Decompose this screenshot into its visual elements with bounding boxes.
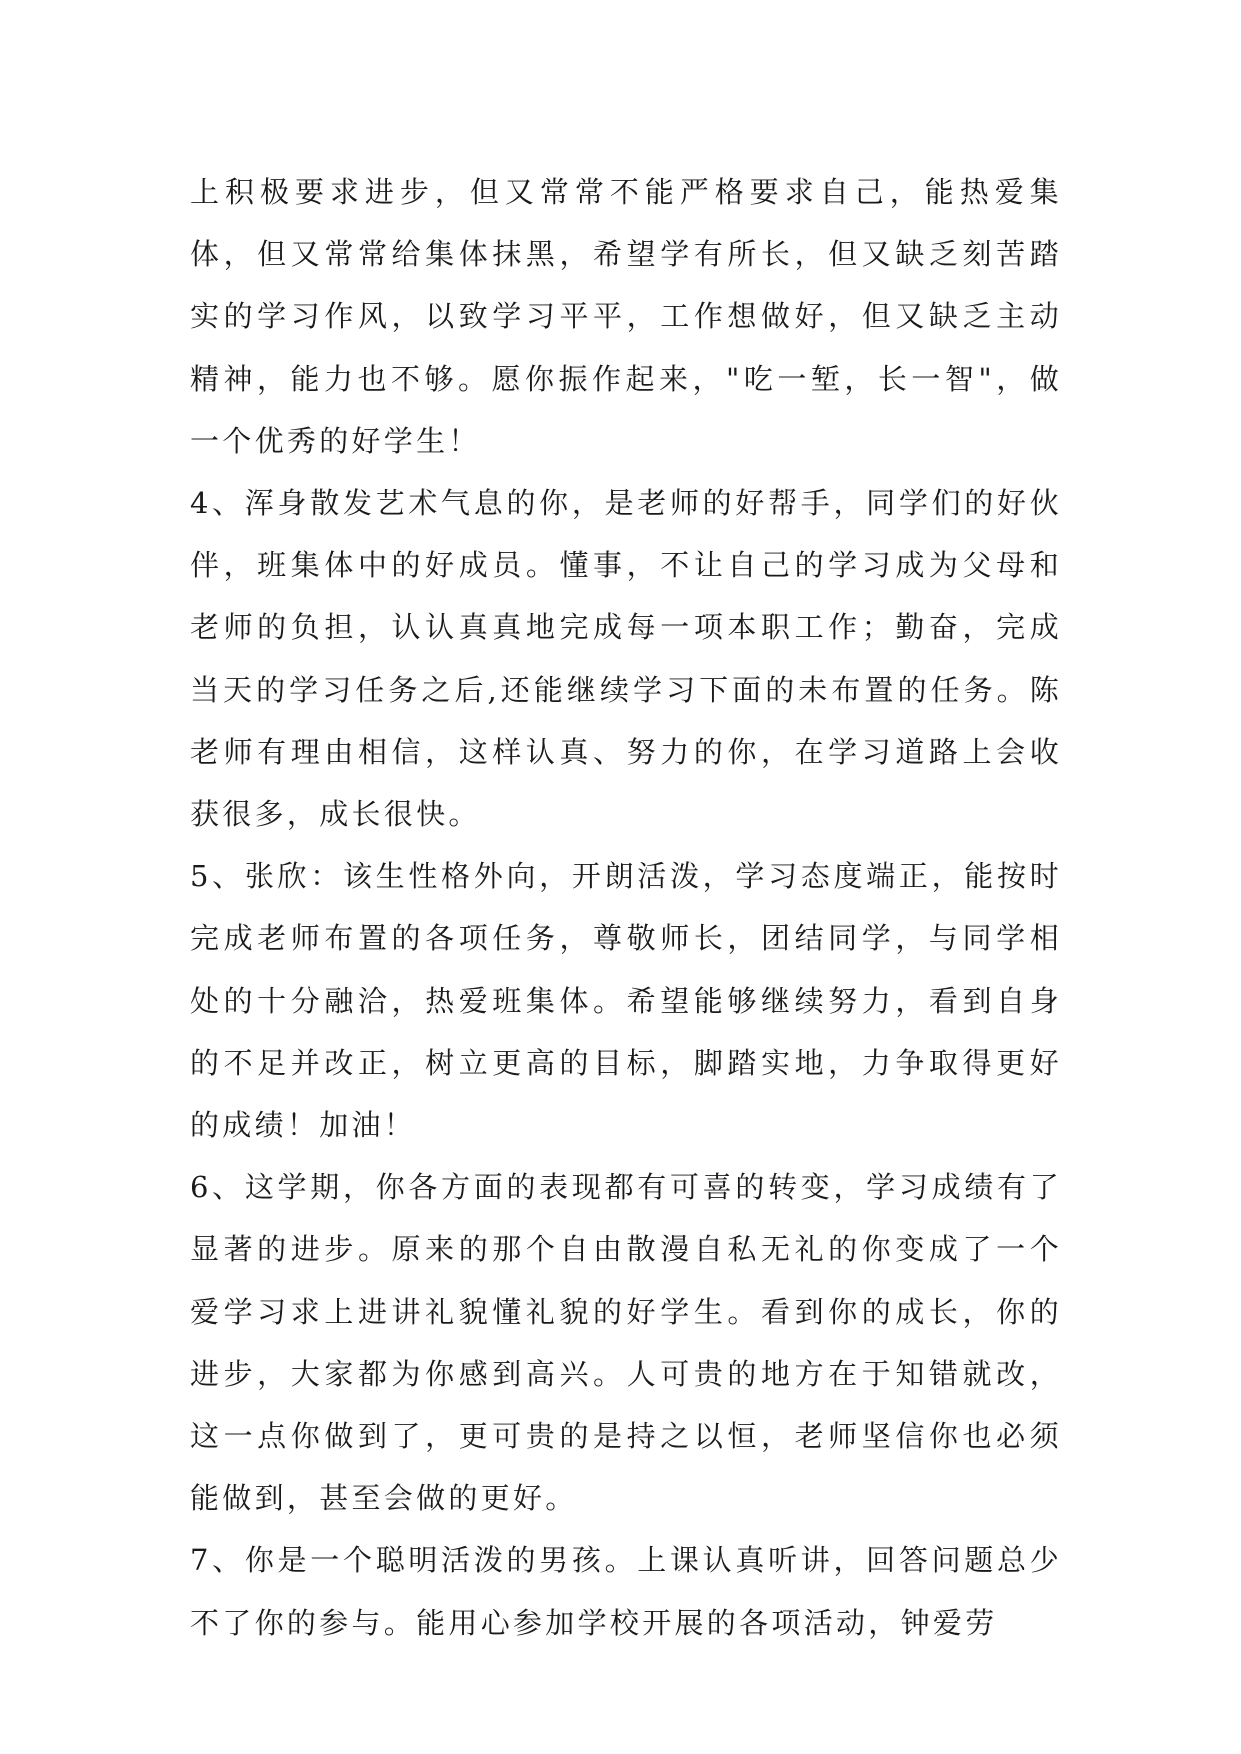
document-body — [190, 161, 1062, 1654]
paragraph-comment-5: 5、张欣：该生性格外向，开朗活泼，学习态度端正，能按时完成老师布置的各项任务，尊敬师长，团结同学，与同学相处的十分融洽，热爱班集体。希望能够继续努力，看到自身的不足并改正，树立更高的目标，脚踏实地，力争取得更好的成绩！加油！ — [190, 859, 1062, 1143]
paragraph-continuation: 上积极要求进步，但又常常不能严格要求自己，能热爱集体，但又常常给集体抹黑，希望学有所长，但又缺乏刻苦踏实的学习作风，以致学习平平，工作想做好，但又缺乏主动精神，能力也不够。愿你振作起来，"吃一堑，长一智"，做一个优秀的好学生！ — [190, 175, 1062, 458]
paragraph-comment-7: 7、你是一个聪明活泼的男孩。上课认真听讲，回答问题总少不了你的参与。能用心参加学校开展的各项活动，钟爱劳 — [190, 1543, 1062, 1640]
paragraph-comment-4: 4、浑身散发艺术气息的你，是老师的好帮手，同学们的好伙伴，班集体中的好成员。懂事，不让自己的学习成为父母和老师的负担，认认真真地完成每一项本职工作；勤奋，完成当天的学习任务之后,还能继续学习下面的未布置的任务。陈老师有理由相信，这样认真、努力的你，在学习道路上会收获很多，成长很快。 — [190, 486, 1062, 832]
paragraph-comment-6: 6、这学期，你各方面的表现都有可喜的转变，学习成绩有了显著的进步。原来的那个自由散漫自私无礼的你变成了一个爱学习求上进讲礼貌懂礼貌的好学生。看到你的成长，你的进步，大家都为你感到高兴。人可贵的地方在于知错就改，这一点你做到了，更可贵的是持之以恒，老师坚信你也必须能做到，甚至会做的更好。 — [190, 1170, 1062, 1516]
